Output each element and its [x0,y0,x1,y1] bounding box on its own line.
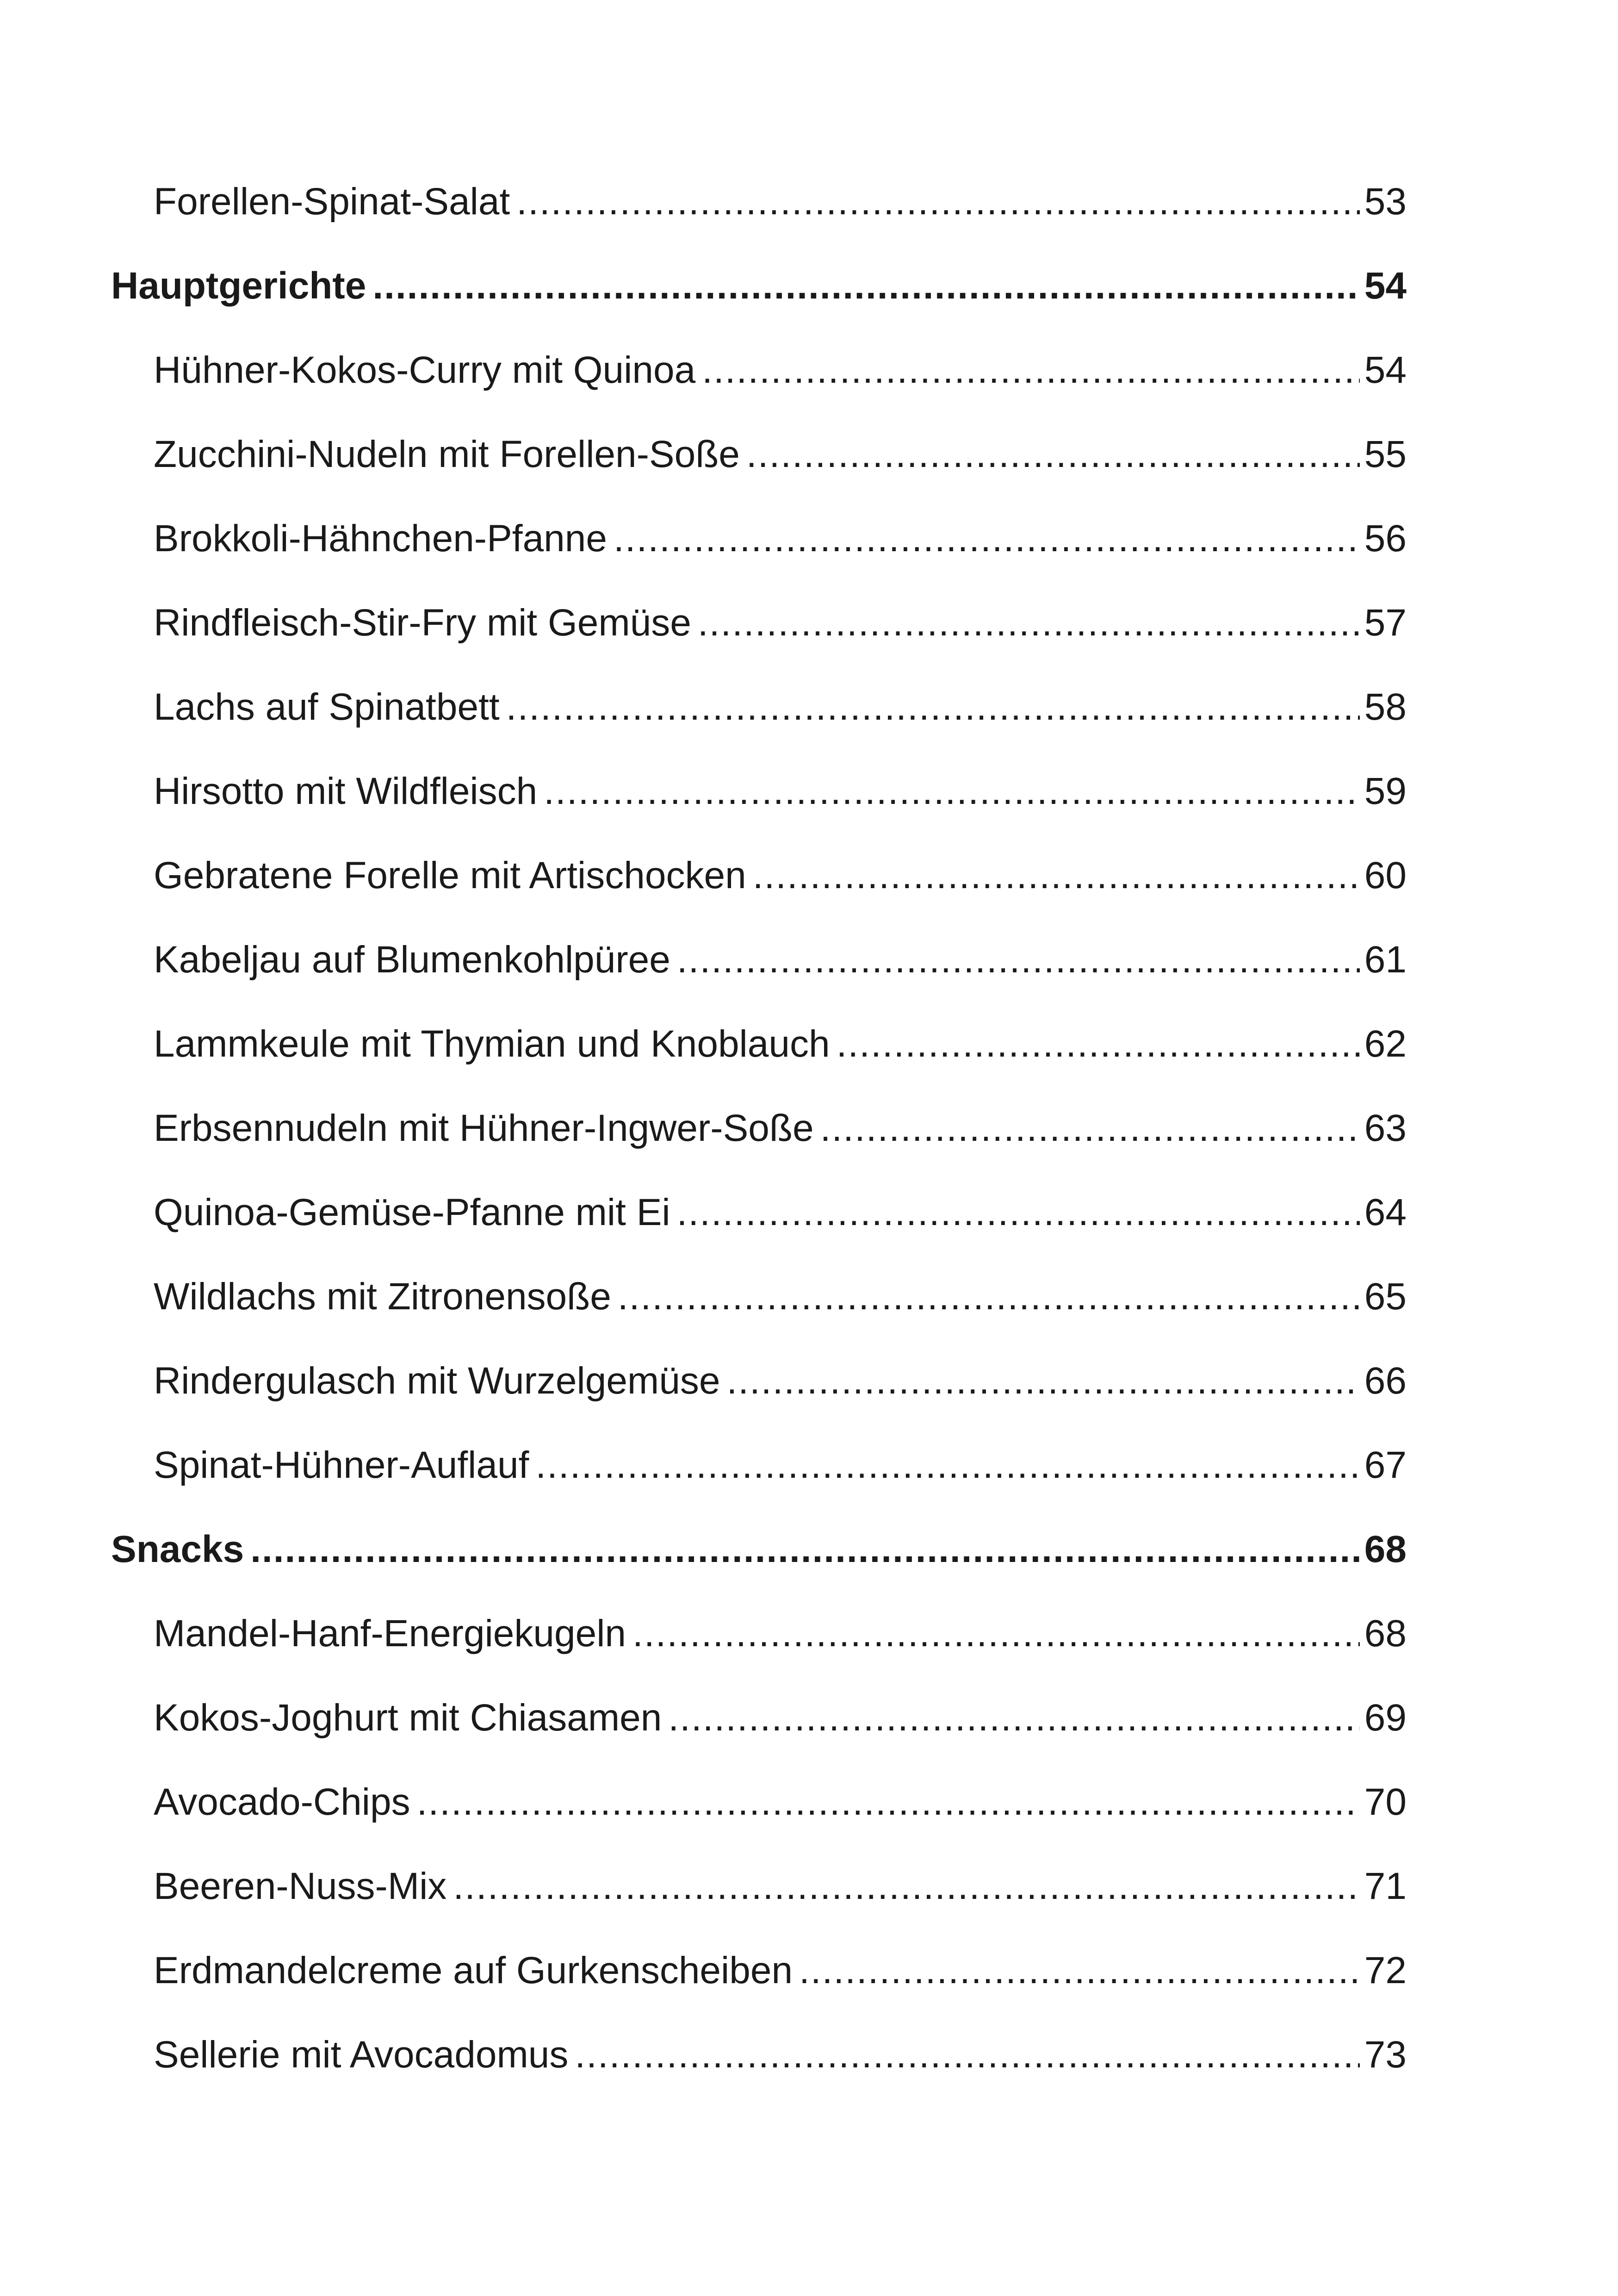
page-number: 64 [1364,1191,1407,1233]
dot-leader [698,581,1360,665]
toc-chapter-entry[interactable] [111,244,1407,328]
page-number: 60 [1364,854,1407,896]
page-number: 54 [1364,349,1407,391]
page-number: 55 [1364,433,1407,475]
dot-leader [417,1760,1360,1844]
recipe-title: Hühner-Kokos-Curry mit Quinoa [154,349,696,391]
toc-recipe-entry[interactable] [111,1929,1407,2013]
page-number: 56 [1364,517,1407,560]
dot-leader [544,749,1360,834]
recipe-title: Brokkoli-Hähnchen-Pfanne [154,517,607,560]
recipe-title: Erdmandelcreme auf Gurkenscheiben [154,1949,793,1991]
recipe-title: Forellen-Spinat-Salat [154,180,510,223]
recipe-title: Rindergulasch mit Wurzelgemüse [154,1360,720,1402]
dot-leader [677,918,1360,1002]
recipe-title: Kabeljau auf Blumenkohlpüree [154,939,670,981]
toc-recipe-entry[interactable] [111,2013,1407,2097]
recipe-title: Kokos-Joghurt mit Chiasamen [154,1697,662,1739]
dot-leader [516,160,1360,244]
chapter-title: Hauptgerichte [111,265,366,307]
table-of-contents [111,160,1407,2097]
toc-recipe-entry[interactable] [111,581,1407,665]
dot-leader [535,1423,1359,1507]
toc-recipe-entry[interactable] [111,1170,1407,1255]
page-number: 72 [1364,1949,1407,1991]
dot-leader [799,1929,1360,2013]
dot-leader [753,834,1360,918]
toc-recipe-entry[interactable] [111,665,1407,749]
toc-recipe-entry[interactable] [111,1423,1407,1507]
dot-leader [453,1844,1359,1929]
dot-leader [668,1676,1359,1760]
toc-recipe-entry[interactable] [111,1760,1407,1844]
toc-recipe-entry[interactable] [111,328,1407,412]
dot-leader [506,665,1360,749]
toc-recipe-entry[interactable] [111,412,1407,497]
toc-recipe-entry[interactable] [111,1592,1407,1676]
toc-recipe-entry[interactable] [111,834,1407,918]
page-number: 62 [1364,1023,1407,1065]
dot-leader [372,244,1359,328]
dot-leader [618,1255,1360,1339]
dot-leader [726,1339,1359,1423]
page-number: 68 [1364,1612,1407,1655]
recipe-title: Sellerie mit Avocadomus [154,2034,569,2076]
recipe-title: Lammkeule mit Thymian und Knoblauch [154,1023,830,1065]
dot-leader [632,1592,1360,1676]
recipe-title: Beeren-Nuss-Mix [154,1865,447,1907]
toc-recipe-entry[interactable] [111,1002,1407,1086]
dot-leader [677,1170,1360,1255]
page-number: 65 [1364,1276,1407,1318]
toc-recipe-entry[interactable] [111,1844,1407,1929]
recipe-title: Lachs auf Spinatbett [154,686,500,728]
page-number: 68 [1364,1528,1407,1570]
recipe-title: Rindfleisch-Stir-Fry mit Gemüse [154,602,691,644]
page-number: 63 [1364,1107,1407,1149]
recipe-title: Zucchini-Nudeln mit Forellen-Soße [154,433,740,475]
page-number: 57 [1364,602,1407,644]
chapter-title: Snacks [111,1528,244,1570]
recipe-title: Hirsotto mit Wildfleisch [154,770,538,812]
recipe-title: Erbsennudeln mit Hühner-Ingwer-Soße [154,1107,814,1149]
toc-recipe-entry[interactable] [111,1339,1407,1423]
toc-recipe-entry[interactable] [111,160,1407,244]
page-number: 61 [1364,939,1407,981]
toc-recipe-entry[interactable] [111,749,1407,834]
dot-leader [820,1086,1360,1170]
dot-leader [702,328,1360,412]
page-number: 58 [1364,686,1407,728]
recipe-title: Spinat-Hühner-Auflauf [154,1444,529,1486]
dot-leader [250,1507,1360,1592]
recipe-title: Mandel-Hanf-Energiekugeln [154,1612,626,1655]
page-number: 54 [1364,265,1407,307]
toc-recipe-entry[interactable] [111,1086,1407,1170]
recipe-title: Wildlachs mit Zitronensoße [154,1276,611,1318]
toc-recipe-entry[interactable] [111,497,1407,581]
recipe-title: Gebratene Forelle mit Artischocken [154,854,746,896]
page-number: 69 [1364,1697,1407,1739]
dot-leader [837,1002,1360,1086]
page-number: 73 [1364,2034,1407,2076]
recipe-title: Avocado-Chips [154,1781,410,1823]
recipe-title: Quinoa-Gemüse-Pfanne mit Ei [154,1191,670,1233]
page-number: 59 [1364,770,1407,812]
page-number: 66 [1364,1360,1407,1402]
page-number: 70 [1364,1781,1407,1823]
page-number: 71 [1364,1865,1407,1907]
dot-leader [575,2013,1359,2097]
page-number: 67 [1364,1444,1407,1486]
dot-leader [746,412,1360,497]
page-number: 53 [1364,180,1407,223]
toc-recipe-entry[interactable] [111,1255,1407,1339]
toc-chapter-entry[interactable] [111,1507,1407,1592]
dot-leader [614,497,1360,581]
toc-recipe-entry[interactable] [111,918,1407,1002]
toc-recipe-entry[interactable] [111,1676,1407,1760]
